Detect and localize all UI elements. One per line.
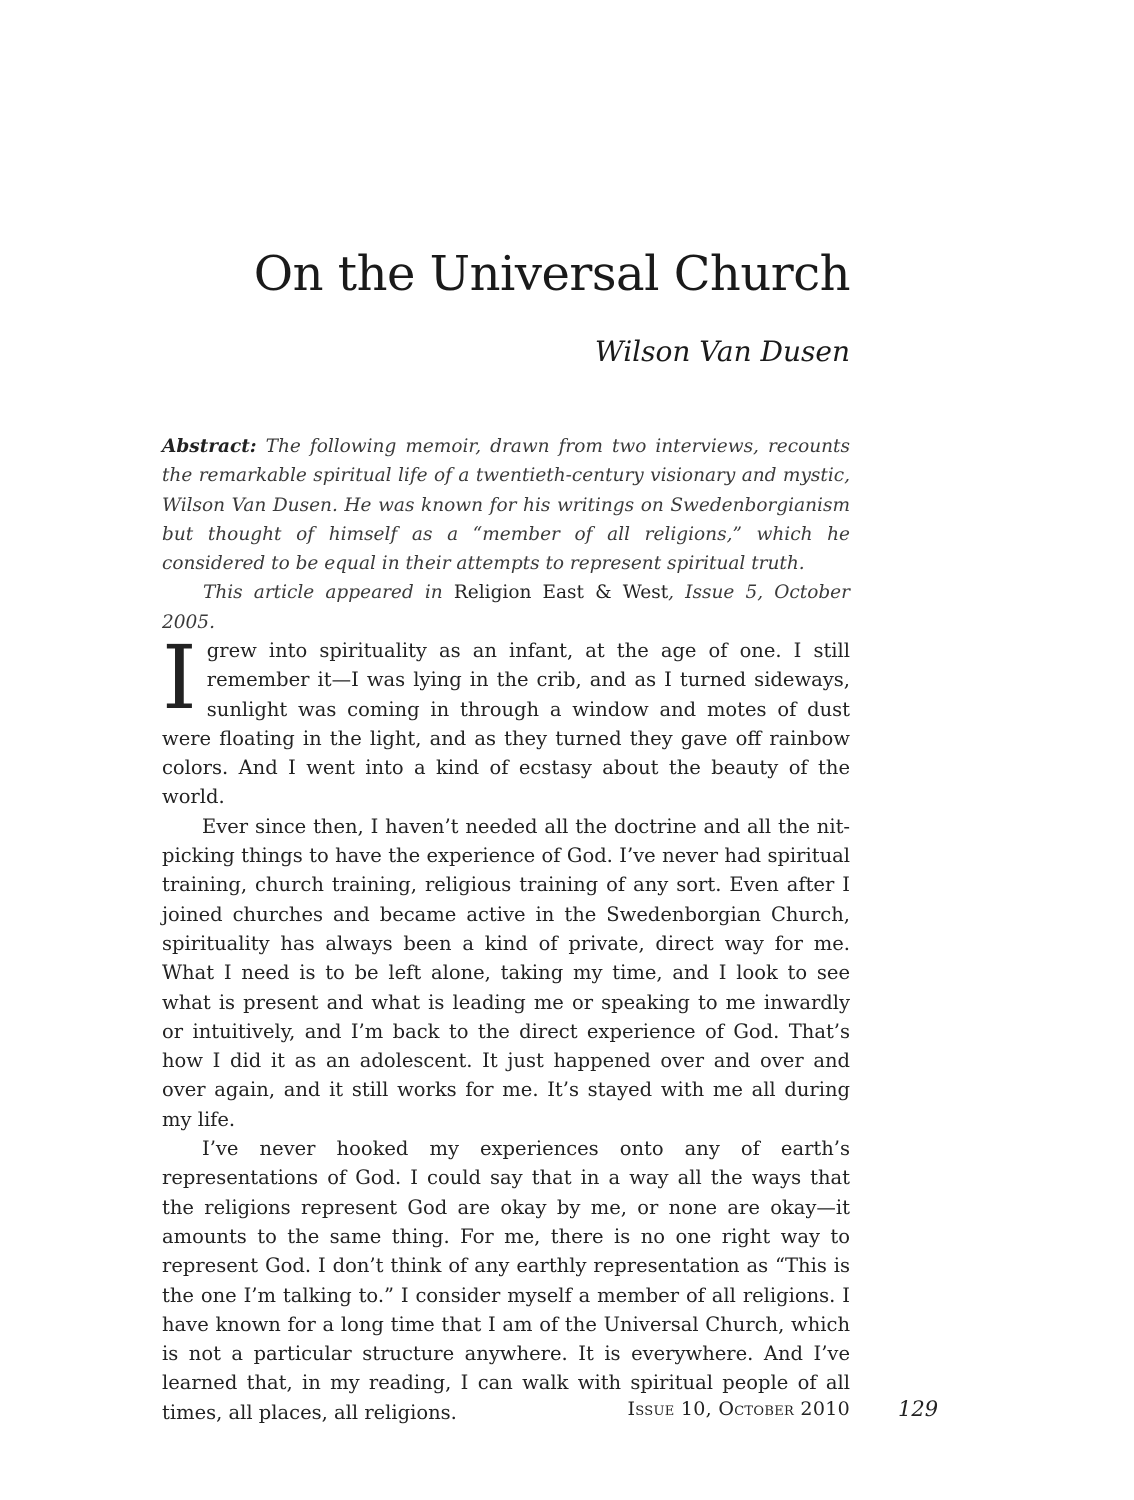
article-title: On the Universal Church [253,246,850,302]
abstract-text: The following memoir, drawn from two interviews, recounts the remarkable spiritual life of a twentieth-century visionary and mystic, Wilson Van Dusen. He was known for his writings on Swedenborgianism but thought of himself as a “member of all religions,” which he considered to be equal in their attempts to represent spiritual truth. [162,436,850,575]
journal-name: Religion East & West [453,582,669,604]
article-body [162,626,850,1427]
article-author: Wilson Van Dusen [594,335,850,368]
publication-note [162,578,850,637]
publication-note-prefix: This article appeared in [203,582,443,604]
running-footer-issue: Issue 10, October 2010 [627,1398,850,1420]
body-paragraph-2: Ever since then, I haven’t needed all the doctrine and all the nit-picking things to have the experience of God. I’ve never had spiritual training, church training, religious training of any sort. Even after I joined churches and became active in the Swedenborgian Church, spirituality has always been a kind of private, direct way for me. What I need is to be left alone, taking my time, and I look to see what is present and what is leading me or speaking to me inwardly or intuitively, and I’m back to the direct experience of God. That’s how I did it as an adolescent. It just happened over and over and over again, and it still works for me. It’s stayed with me all during my life. [162,814,850,1131]
abstract-paragraph [162,432,850,578]
body-paragraph-1 [162,626,850,812]
drop-cap: I [162,626,197,729]
abstract-block [162,432,850,637]
body-paragraph-1-text: grew into spirituality as an infant, at the age of one. I still remember it—I was lying in the crib, and as I turned sideways, sunlight was coming in through a window and motes of dust were floating in the light, and as they turned they gave off rainbow colors. And I went into a kind of ecstasy about the beauty of the world. [162,639,850,809]
abstract-label: Abstract: [162,436,257,457]
page-number: 129 [898,1397,939,1421]
publication-note-suffix: , Issue 5, October 2005. [162,582,850,633]
body-paragraph-3: I’ve never hooked my experiences onto any of earth’s representations of God. I could say that in a way all the ways that the religions represent God are okay by me, or none are okay—it amounts to the same thing. For me, there is no one right way to represent God. I don’t think of any earthly representation as “This is the one I’m talking to.” I consider myself a member of all religions. I have known for a long time that I am of the Universal Church, which is not a particular structure anywhere. It is everywhere. And I’ve learned that, in my reading, I can walk with spiritual people of all times, all places, all religions. [162,1137,850,1424]
